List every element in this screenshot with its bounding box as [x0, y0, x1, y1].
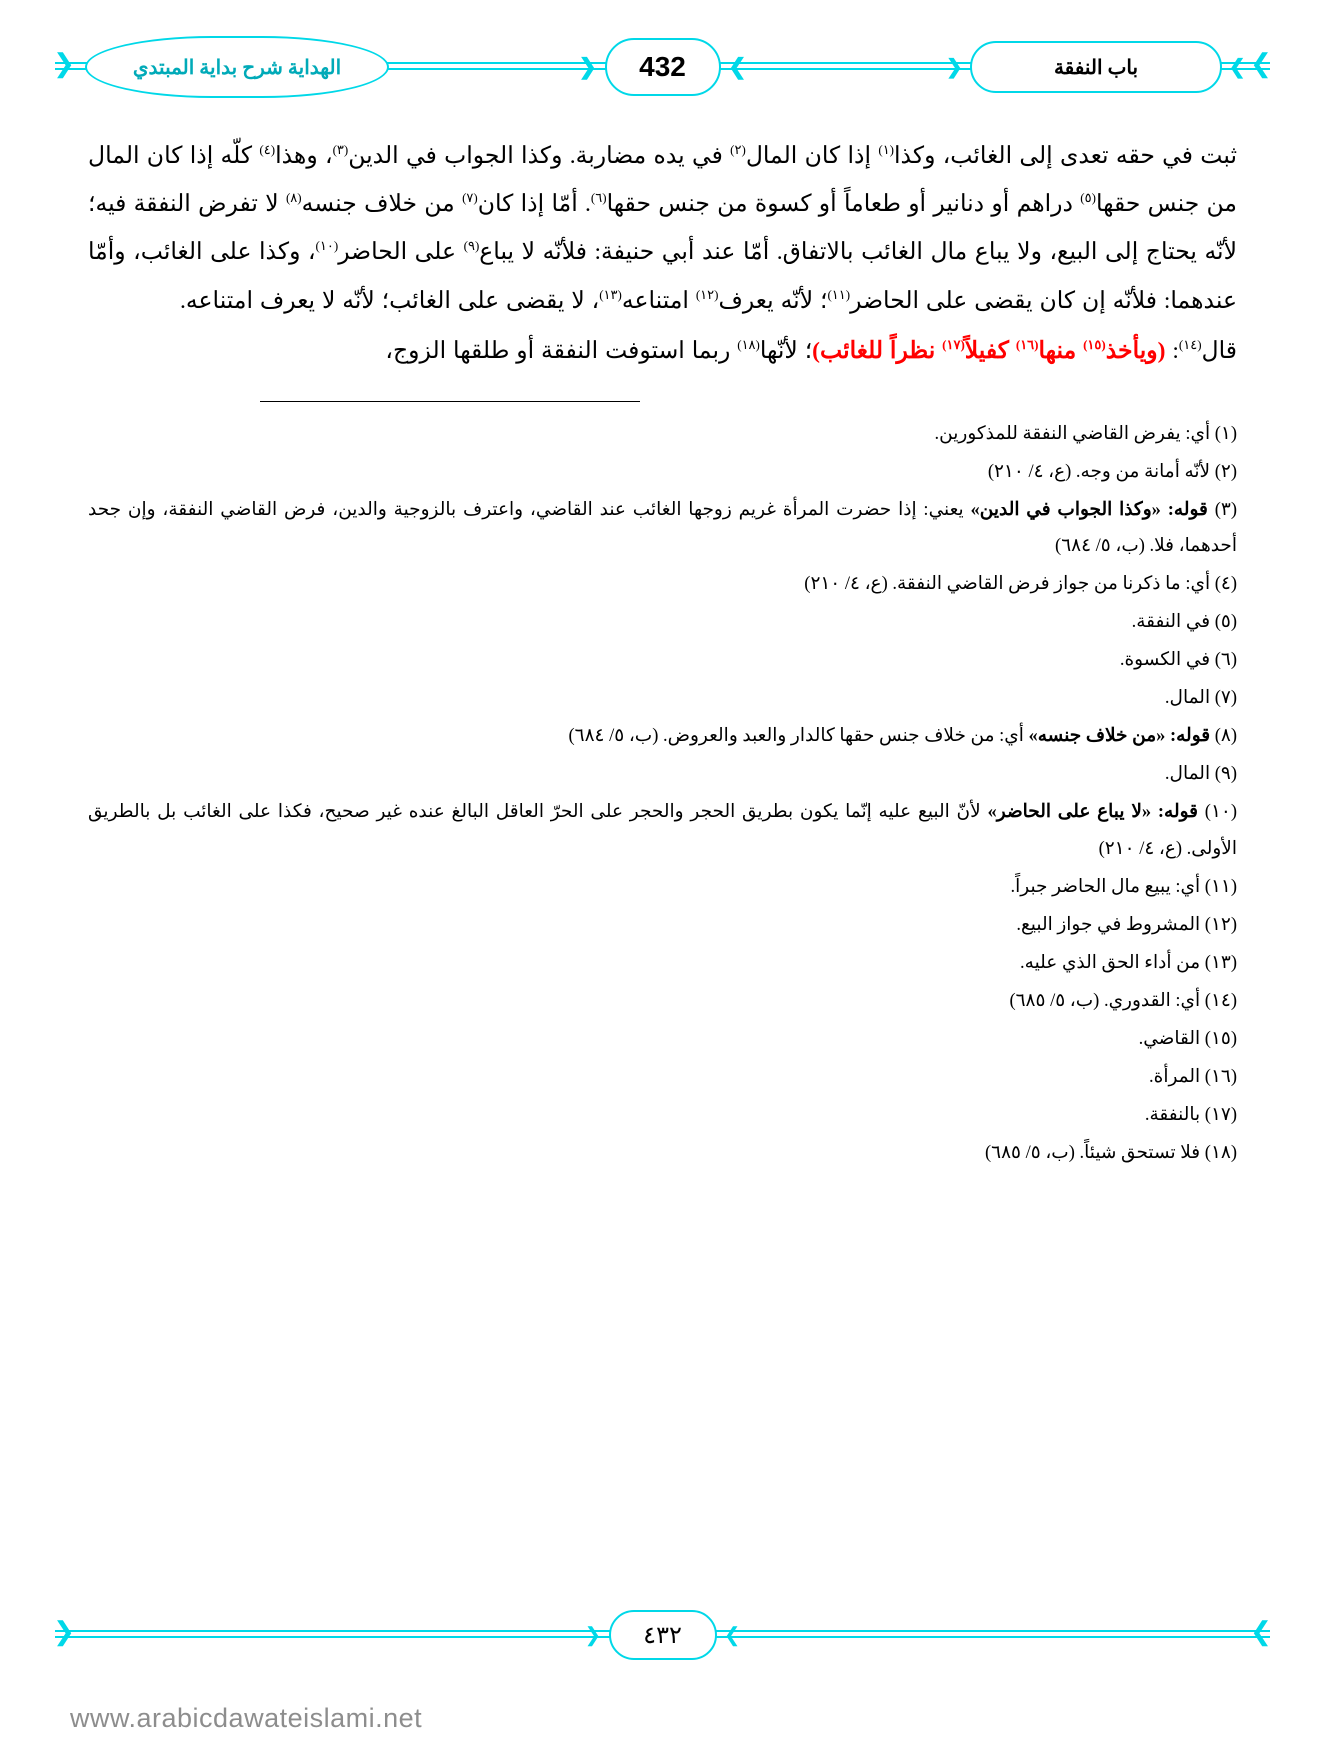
footnote-number: (٧) [1214, 688, 1237, 709]
chapter-arrow-right-icon: ❯ [1228, 56, 1246, 79]
footnote-lemma: قوله: «وكذا الجواب في الدين» [970, 499, 1208, 520]
footnote-text: أي: القدوري. (ب، ٥/ ٦٨٥) [1009, 990, 1201, 1011]
page-number-arrow-left-icon: ❮ [578, 54, 597, 79]
footnote-number: (١) [1214, 423, 1237, 444]
footnote-number: (١٥) [1204, 1028, 1237, 1049]
footnote-number: (١٦) [1204, 1066, 1237, 1087]
watermark-url: www.arabicdawateislami.net [70, 1703, 423, 1733]
footnote-text: المرأة. [1149, 1066, 1201, 1087]
footnote-item [88, 416, 1237, 452]
footnote-number: (٨) [1214, 726, 1237, 747]
footnote-text: يعني: إذا حضرت المرأة غريم زوجها الغائب عند القاضي، واعترف بالزوجية والدين، فرض القاضي النفقة، وإن جحد أحدهما، فلا. (ب، ٥/ ٦٨٤) [88, 499, 1237, 557]
main-body-text [88, 132, 1237, 375]
footnote-text: أي: من خلاف جنس حقها كالدار والعبد والعروض. (ب، ٥/ ٦٨٤) [568, 726, 1024, 747]
page-number-badge [578, 38, 747, 96]
footnote-number: (٢) [1214, 461, 1237, 482]
footnote-number: (١١) [1204, 876, 1237, 897]
footnote-text: في الكسوة. [1119, 650, 1211, 671]
footnote-text: القاضي. [1138, 1028, 1201, 1049]
footnote-item [88, 604, 1237, 640]
main-paragraph-2: قال$^{(١٤)}$: (ويأخذ$^{(١٥)}$ منها$^{(١٦)}$ كفيلاً$^{(١٧)}$ نظراً للغائب)؛ لأنّها$^{(١٨)}$ ربما استوفت النفقة أو طلقها الزوج، [385, 336, 1237, 364]
footnote-item [88, 907, 1237, 943]
header-ornament-left-icon: ❮ [53, 49, 75, 78]
footnote-number: (١٢) [1204, 914, 1237, 935]
footnote-item [88, 983, 1237, 1019]
footnote-text: في النفقة. [1131, 612, 1211, 633]
footnote-number: (١٨) [1204, 1143, 1237, 1164]
footnote-item [88, 718, 1237, 754]
footnote-number: (٦) [1214, 650, 1237, 671]
footnote-text: أي: يبيع مال الحاضر جبراً. [1010, 876, 1201, 897]
footer-arrow-right-icon: ❯ [723, 1624, 741, 1647]
footnote-number: (١٧) [1204, 1104, 1237, 1125]
matn-quote: (ويأخذ$^{(١٥)}$ منها$^{(١٦)}$ كفيلاً$^{(١٧)}$ نظراً للغائب) [812, 336, 1166, 364]
footnote-item [88, 1135, 1237, 1171]
footnote-number: (٩) [1214, 764, 1237, 785]
footnote-item [88, 794, 1237, 866]
footnote-text: أي: ما ذكرنا من جواز فرض القاضي النفقة. (ع، ٤/ ٢١٠) [804, 574, 1211, 595]
footnote-text: فلا تستحق شيئاً. (ب، ٥/ ٦٨٥) [985, 1143, 1201, 1164]
header-ornament-right-icon: ❯ [1250, 49, 1272, 78]
footnote-number: (٥) [1214, 612, 1237, 633]
footnote-number: (٣) [1214, 499, 1237, 520]
footnote-item [88, 680, 1237, 716]
book-title-logo: الهداية شرح بداية المبتدي [85, 36, 389, 98]
footer-arrow-left-icon: ❮ [584, 1624, 602, 1647]
footer-page-number-text: ٤٣٢ [643, 1622, 682, 1649]
footnote-number: (١٠) [1204, 802, 1238, 823]
footnote-text: المشروط في جواز البيع. [1016, 914, 1201, 935]
footnote-item [88, 566, 1237, 602]
footnotes-section [88, 416, 1237, 1171]
footnote-text: لأنّه أمانة من وجه. (ع، ٤/ ٢١٠) [987, 461, 1211, 482]
chapter-title-badge [946, 41, 1246, 93]
footnote-text: من أداء الحق الذي عليه. [1020, 952, 1201, 973]
chapter-title-text: باب النفقة [1053, 56, 1139, 79]
page-footer [55, 1604, 1270, 1664]
footnote-number: (١٤) [1204, 990, 1237, 1011]
footer-ornament-left-icon: ❮ [53, 1617, 75, 1646]
footnote-text: لأنّ البيع عليه إنّما يكون بطريق الحجر والحجر على الحرّ العاقل البالغ عنده غير صحيح، فكذا على الغائب بل بالطريق الأولى. (ع، ٤/ ٢١٠) [88, 802, 1237, 859]
page-header [55, 0, 1270, 110]
footnote-item [88, 1021, 1237, 1057]
chapter-arrow-left-icon: ❮ [946, 56, 964, 79]
page-number-text: 432 [639, 51, 686, 82]
footnote-item [88, 492, 1237, 564]
footer-page-number-badge [584, 1610, 741, 1660]
footnote-lemma: قوله: «لا يباع على الحاضر» [987, 802, 1199, 823]
footnote-item [88, 1059, 1237, 1095]
footnote-text: المال. [1164, 764, 1211, 785]
page-number-arrow-right-icon: ❯ [728, 54, 747, 79]
footnote-item [88, 1097, 1237, 1133]
footnote-lemma: قوله: «من خلاف جنسه» [1028, 726, 1211, 747]
footnote-separator [260, 401, 640, 402]
footnote-item [88, 945, 1237, 981]
footnote-number: (١٣) [1204, 952, 1237, 973]
footnote-text: أي: يفرض القاضي النفقة للمذكورين. [934, 423, 1211, 444]
footnote-item [88, 869, 1237, 905]
footer-ornament-right-icon: ❯ [1250, 1617, 1272, 1646]
footnote-item [88, 756, 1237, 792]
footnote-item [88, 454, 1237, 490]
footnote-text: المال. [1164, 688, 1211, 709]
footnote-text: بالنفقة. [1144, 1104, 1201, 1125]
footnote-item [88, 642, 1237, 678]
main-paragraph-1: ثبت في حقه تعدى إلى الغائب، وكذا$^{(١)}$ إذا كان المال$^{(٢)}$ في يده مضاربة. وكذا الجواب في الدين$^{(٣)}$، وهذا$^{(٤)}$ كلّه إذا كان المال من جنس حقها$^{(٥)}$ دراهم أو دنانير أو طعاماً أو كسوة من جنس حقها$^{(٦)}$. أمّا إذا كان$^{(٧)}$ من خلاف جنسه$^{(٨)}$ لا تفرض النفقة فيه؛ لأنّه يحتاج إلى البيع، ولا يباع مال الغائب بالاتفاق. أمّا عند أبي حنيفة: فلأنّه لا يباع$^{(٩)}$ على الحاضر$^{(١٠)}$، وكذا على الغائب، وأمّا عندهما: فلأنّه إن كان يقضى على الحاضر$^{(١١)}$؛ لأنّه يعرف$^{(١٢)}$ امتناعه$^{(١٣)}$، لا يقضى على الغائب؛ لأنّه لا يعرف امتناعه. [88, 142, 1237, 314]
footnote-number: (٤) [1214, 574, 1237, 595]
